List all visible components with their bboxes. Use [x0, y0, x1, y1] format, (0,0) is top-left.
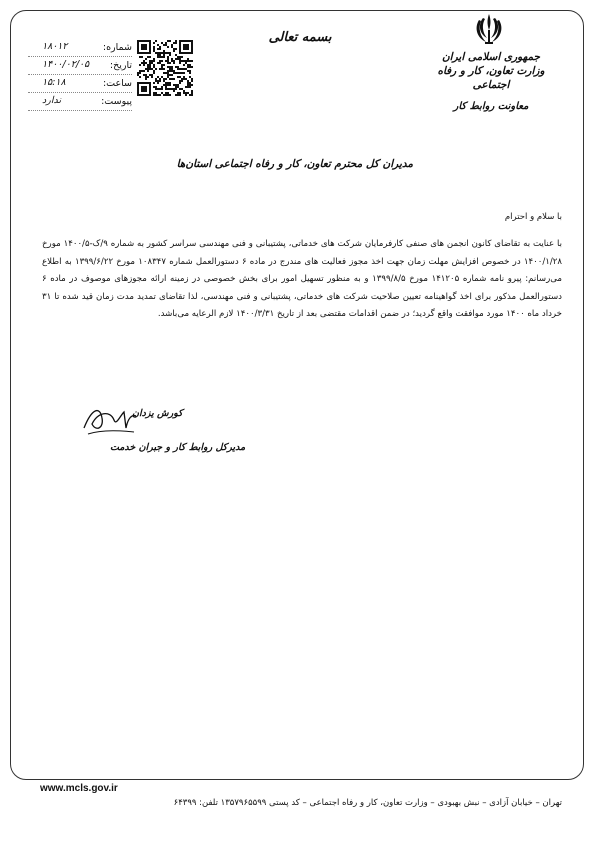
footer-address: تهران – خیابان آزادی – نبش بهبودی – وزارت تعاون، کار و رفاه اجتماعی – کد پستی ۱۳۵۷۹۶۵۵۹۹ تلفن: ۶۴۳۹۹ — [173, 798, 562, 808]
iran-emblem-icon — [474, 12, 504, 46]
ministry-line-country: جمهوری اسلامی ایران — [441, 51, 541, 63]
handwritten-signature — [80, 398, 140, 438]
signer-name: کورش یزدان — [132, 408, 183, 419]
bismillah-heading: بسمه تعالی — [268, 30, 332, 45]
meta-date-row — [28, 58, 132, 75]
ministry-line-ministry: وزارت تعاون، کار و رفاه اجتماعی — [437, 65, 545, 91]
meta-date-label: تاریخ: — [109, 60, 132, 71]
footer-website[interactable]: www.mcls.gov.ir — [40, 783, 118, 794]
letter-recipient: مدیران کل محترم تعاون، کار و رفاه اجتماعی استان‌ها — [176, 158, 413, 170]
letter-body: با عنایت به تقاضای کانون انجمن های صنفی کارفرمایان شرکت های خدماتی، پشتیبانی و فنی مهندسی سراسر کشور به شماره ۹/ک-۱۴۰۰/۵ مورخ ۱۴۰۰/۱/۲۸ در خصوص افزایش مهلت زمان جهت اخذ مجوز فعالیت های مندرج در ماده ۶ دستورالعمل شماره ۱۰۸۳۴۷ مورخ ۱۳۹۹/۶/۲۲ به اطلاع می‌رسانم: پیرو نامه شماره ۱۴۱۲۰۵ مورخ ۱۳۹۹/۸/۵ و به منظور تسهیل امور برای بخش خصوصی در زمینه ارائه مجوزهای موصوف در ماده ۶ دستورالعمل مذکور برای اخذ گواهینامه تعیین صلاحیت شرکت های خدماتی، پشتیبانی و فنی مهندسی، لذا تقاضای تمدید مدت زمان قید شده تا ۳۱ خرداد ماه ۱۴۰۰ مورد موافقت واقع گردید؛ در ضمن اقدامات مقتضی بعد از تاریخ ۱۴۰۰/۳/۳۱ لازم الرعایه می‌باشد. — [42, 239, 562, 320]
deputy-title: معاونت روابط کار — [453, 101, 529, 112]
meta-number-value: ۱۸۰۱۲ — [42, 41, 68, 52]
ministry-header — [426, 50, 556, 114]
meta-attachment-value: ندارد — [42, 95, 62, 106]
meta-number-label: شماره: — [102, 42, 132, 53]
letter-metadata — [28, 40, 132, 112]
meta-attachment-row — [28, 94, 132, 111]
meta-number-row — [28, 40, 132, 57]
letter-frame — [10, 10, 584, 780]
meta-attachment-label: پیوست: — [101, 96, 132, 107]
meta-time-row — [28, 76, 132, 93]
meta-time-label: ساعت: — [102, 78, 132, 89]
qr-code — [137, 40, 193, 96]
letter-greeting: با سلام و احترام — [504, 212, 562, 222]
meta-time-value: ۱۵:۱۸ — [42, 77, 66, 88]
meta-date-value: ۱۴۰۰/۰۲/۰۵ — [42, 59, 90, 70]
signer-title: مدیرکل روابط کار و جبران خدمت — [110, 442, 246, 453]
